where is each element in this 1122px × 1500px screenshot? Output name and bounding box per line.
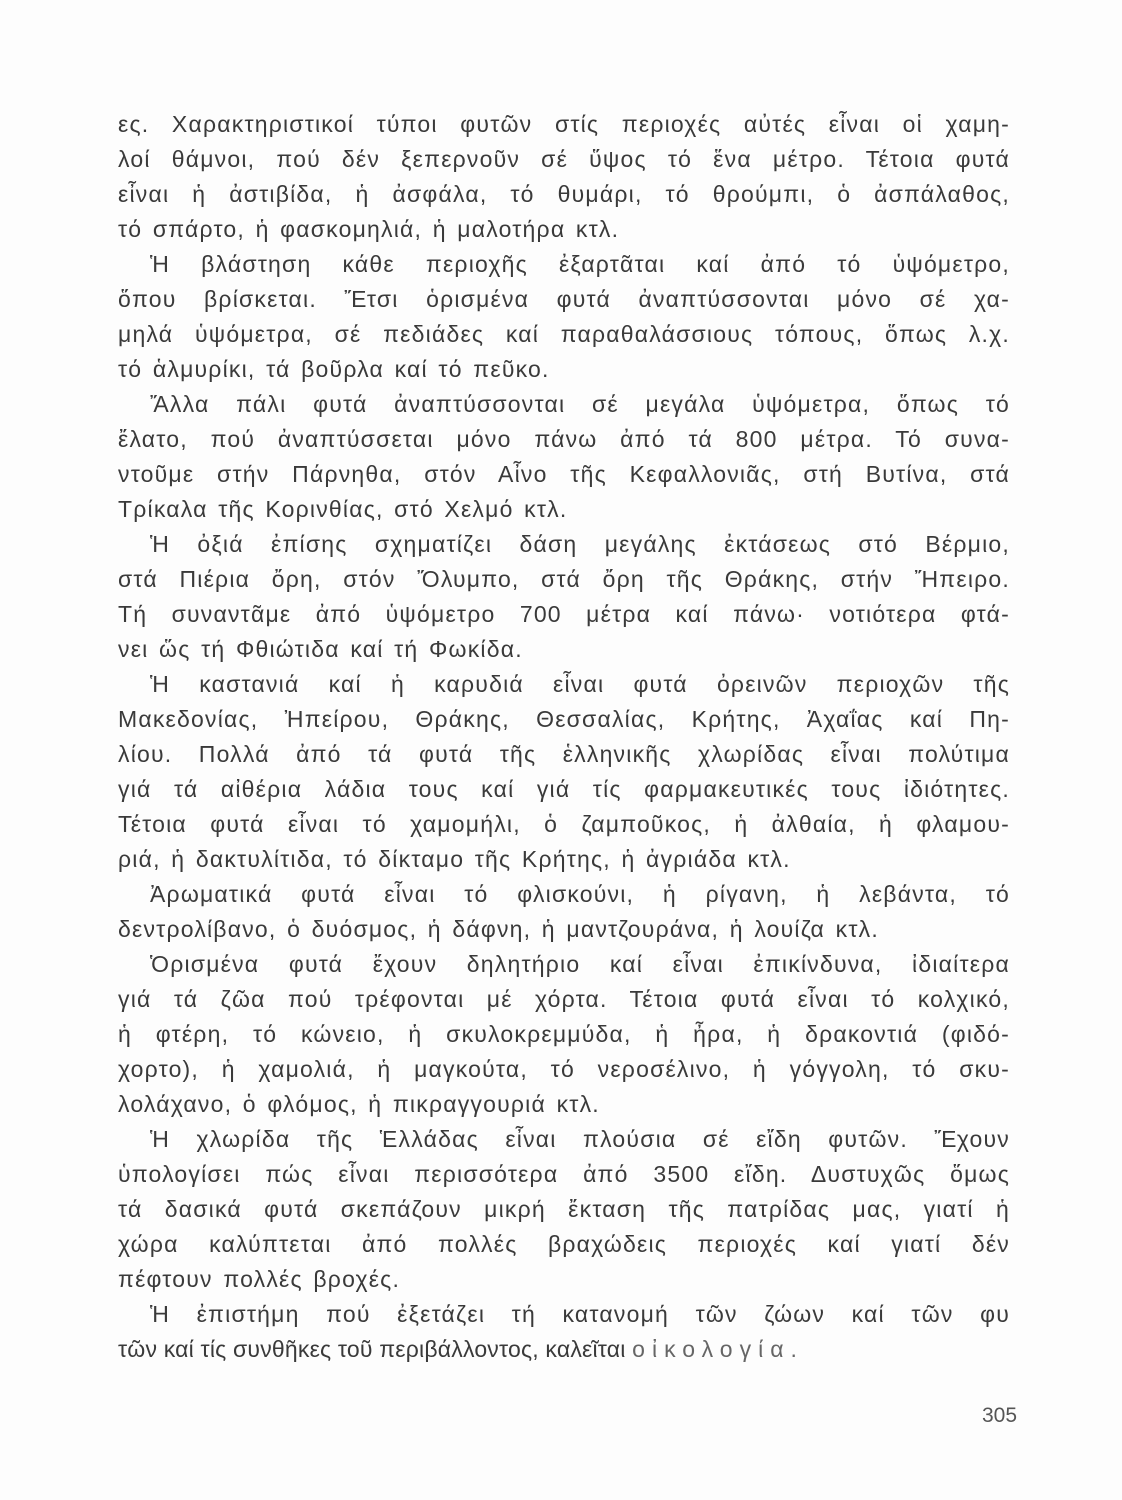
text-line: τό ἁλμυρίκι, τά βοῦρλα καί τό πεῦκο. (118, 356, 550, 382)
page-number: 305 (982, 1404, 1018, 1427)
text-line: λοί θάμνοι, πού δέν ξεπερνοῦν σέ ὕψος τό ἕνα μέτρο. Τέτοια φυτά (118, 146, 1010, 172)
text-line: Ἡ καστανιά καί ἡ καρυδιά εἶναι φυτά ὀρεινῶν περιοχῶν τῆς (150, 671, 1010, 697)
text-line: Ἡ ἐπιστήμη πού ἐξετάζει τή κατανομή τῶν ζώων καί τῶν φυ (150, 1301, 1010, 1327)
text-line: γιά τά αἰθέρια λάδια τους καί γιά τίς φαρμακευτικές τους ἰδιότητες. (118, 776, 1010, 802)
text-line: ὑπολογίσει πώς εἶναι περισσότερα ἀπό 3500 εἴδη. Δυστυχῶς ὅμως (118, 1161, 1010, 1187)
text-line: Ὁρισμένα φυτά ἔχουν δηλητήριο καί εἶναι ἐπικίνδυνα, ἰδιαίτερα (150, 951, 1010, 977)
text-line: νει ὥς τή Φθιώτιδα καί τή Φωκίδα. (118, 636, 523, 662)
text-line: Τέτοια φυτά εἶναι τό χαμομήλι, ὁ ζαμποῦκος, ἡ ἀλθαία, ἡ φλαμου- (118, 811, 1010, 837)
page-body-text (118, 107, 1010, 1367)
highlighted-term: οἰκολογία. (632, 1336, 804, 1362)
text-line: γιά τά ζῶα πού τρέφονται μέ χόρτα. Τέτοια φυτά εἶναι τό κολχικό, (118, 986, 1010, 1012)
text-line: Ἄλλα πάλι φυτά ἀναπτύσσονται σέ μεγάλα ὑψόμετρα, ὅπως τό (150, 391, 1010, 417)
text-line: ντοῦμε στήν Πάρνηθα, στόν Αἶνο τῆς Κεφαλλονιᾶς, στή Βυτίνα, στά (118, 461, 1010, 487)
text-line: χορτο), ἡ χαμολιά, ἡ μαγκούτα, τό νεροσέλινο, ἡ γόγγολη, τό σκυ- (118, 1056, 1010, 1082)
text-line: Ἡ βλάστηση κάθε περιοχῆς ἐξαρτᾶται καί ἀπό τό ὑψόμετρο, (150, 251, 1010, 277)
text-line: πέφτουν πολλές βροχές. (118, 1266, 401, 1292)
text-line: τό σπάρτο, ἡ φασκομηλιά, ἡ μαλοτήρα κτλ. (118, 216, 620, 242)
text-line: Τρίκαλα τῆς Κορινθίας, στό Χελμό κτλ. (118, 496, 568, 522)
final-line-text: τῶν καί τίς συνθῆκες τοῦ περιβάλλοντος, καλεῖται (118, 1336, 633, 1362)
text-line: Ἡ χλωρίδα τῆς Ἑλλάδας εἶναι πλούσια σέ εἴδη φυτῶν. Ἔχουν (150, 1126, 1010, 1152)
text-line: ριά, ἡ δακτυλίτιδα, τό δίκταμο τῆς Κρήτης, ἡ ἀγριάδα κτλ. (118, 846, 791, 872)
text-line: λολάχανο, ὁ φλόμος, ἡ πικραγγουριά κτλ. (118, 1091, 600, 1117)
text-line: ἡ φτέρη, τό κώνειο, ἡ σκυλοκρεμμύδα, ἡ ἦρα, ἡ δρακοντιά (φιδό- (118, 1021, 1010, 1047)
text-line: λίου. Πολλά ἀπό τά φυτά τῆς ἑλληνικῆς χλωρίδας εἶναι πολύτιμα (118, 741, 1010, 767)
text-line: Ἀρωματικά φυτά εἶναι τό φλισκούνι, ἡ ρίγανη, ἡ λεβάντα, τό (150, 881, 1010, 907)
text-line: Ἡ ὀξιά ἐπίσης σχηματίζει δάση μεγάλης ἐκτάσεως στό Βέρμιο, (150, 531, 1010, 557)
text-line: Τή συναντᾶμε ἀπό ὑψόμετρο 700 μέτρα καί πάνω· νοτιότερα φτά- (118, 601, 1010, 627)
text-line: μηλά ὑψόμετρα, σέ πεδιάδες καί παραθαλάσσιους τόπους, ὅπως λ.χ. (118, 321, 1010, 347)
text-line: Μακεδονίας, Ἠπείρου, Θράκης, Θεσσαλίας, Κρήτης, Ἀχαΐας καί Πη- (118, 706, 1010, 732)
text-line: χώρα καλύπτεται ἀπό πολλές βραχώδεις περιοχές καί γιατί δέν (118, 1231, 1010, 1257)
text-line: ὅπου βρίσκεται. Ἔτσι ὁρισμένα φυτά ἀναπτύσσονται μόνο σέ χα- (118, 286, 1010, 312)
text-line: εἶναι ἡ ἀστιβίδα, ἡ ἀσφάλα, τό θυμάρι, τό θρούμπι, ὁ ἀσπάλαθος, (118, 181, 1010, 207)
text-line: ες. Χαρακτηριστικοί τύποι φυτῶν στίς περιοχές αὐτές εἶναι οἱ χαμη- (118, 111, 1010, 137)
text-line: ἔλατο, πού ἀναπτύσσεται μόνο πάνω ἀπό τά 800 μέτρα. Τό συνα- (118, 426, 1010, 452)
text-line: τά δασικά φυτά σκεπάζουν μικρή ἔκταση τῆς πατρίδας μας, γιατί ἡ (118, 1196, 1010, 1222)
text-line-final (118, 1332, 1010, 1367)
text-line: στά Πιέρια ὄρη, στόν Ὄλυμπο, στά ὄρη τῆς Θράκης, στήν Ἤπειρο. (118, 566, 1010, 592)
text-line: δεντρολίβανο, ὁ δυόσμος, ἡ δάφνη, ἡ μαντζουράνα, ἡ λουίζα κτλ. (118, 916, 879, 942)
